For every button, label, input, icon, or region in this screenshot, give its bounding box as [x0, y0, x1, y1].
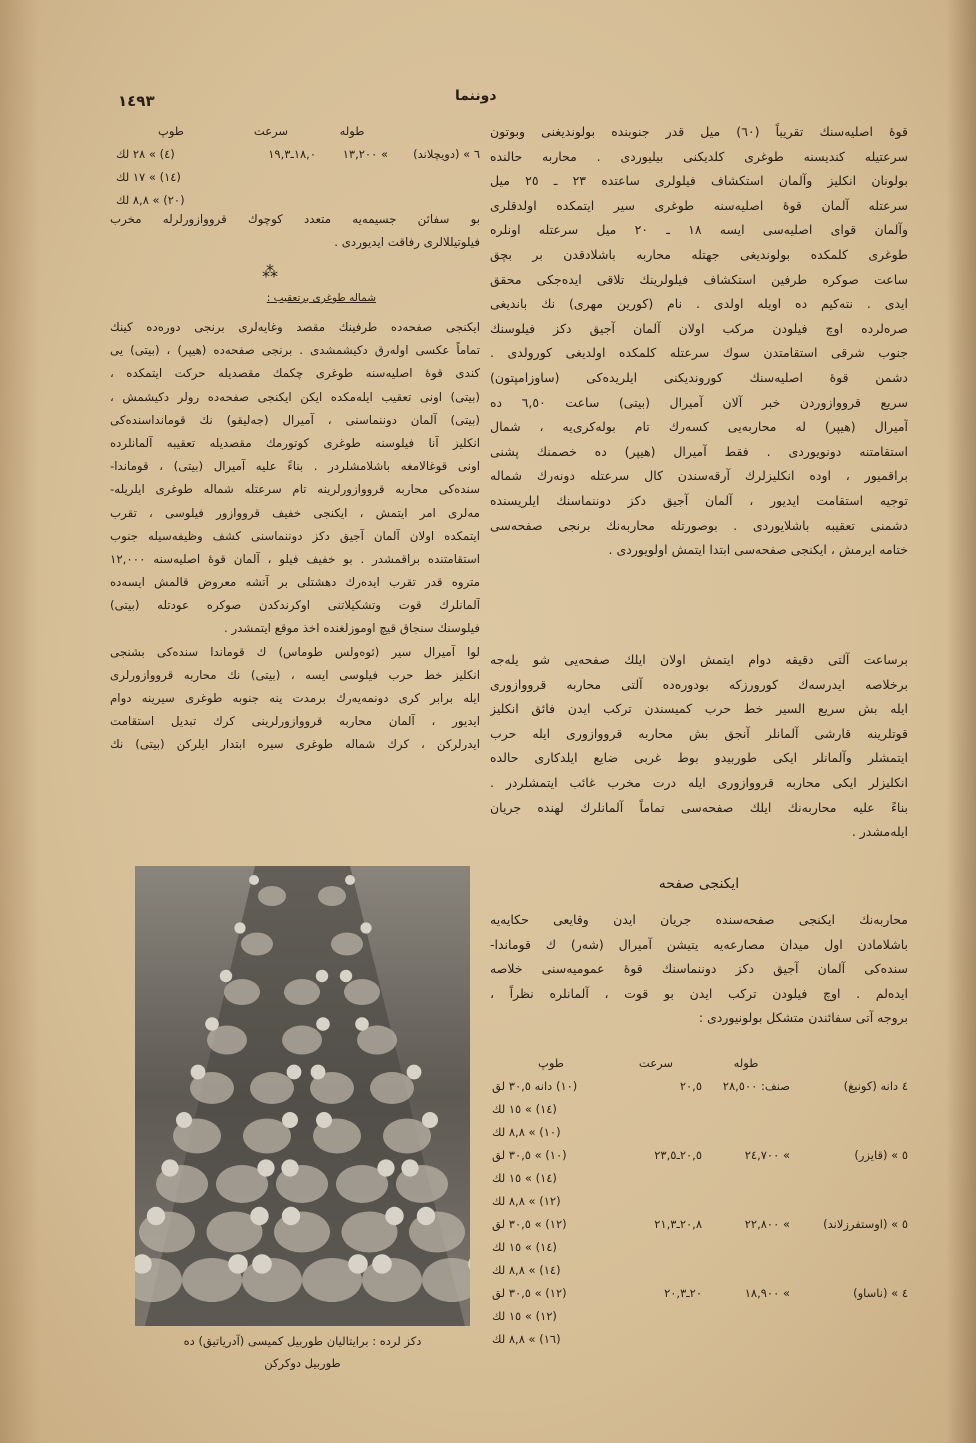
german-fleet-table [490, 1052, 908, 1351]
right-body-text-2 [490, 648, 908, 845]
text-line: محاربه‌نك ایکنجی صفحه‌سنده جریان ایدن وقایعی حکایه‌یه [490, 912, 908, 927]
table-cell-tonnage [702, 1098, 790, 1121]
text-line: قوتلرینه قارشی آلمانلر آنجق بش محاربه قرووازوری ایله حرب [490, 725, 908, 741]
text-line: بولونان انکلیز وآلمان استکشاف فیلولری ساعتده ٢٣ ـ ٢٥ میل [490, 173, 908, 189]
sailor-figure [340, 970, 352, 982]
table-cell-tonnage [702, 1236, 790, 1259]
caption-line: دکز لرده : برایتالیان طوربیل کمیسی (آدریاتیق) ده [183, 1334, 422, 1348]
table-cell-guns: (٤) » ٢٨ لك [116, 147, 175, 161]
torpedo-shape [362, 1258, 422, 1302]
text-line: آلمانلرك قوت وتشکیلاتنی اوکرندکدن صوکره عودتله (بیتی) [110, 598, 480, 613]
text-line: براقمیور ، اوده انکلیزلرك آرقه‌سندن کال سرعتله دونه‌رك شماله [490, 468, 908, 484]
table-cell-guns: (١٤) » ٨,٨ لك [492, 1263, 561, 1277]
table-header-cell: طوله [733, 1056, 759, 1070]
table-row [490, 1259, 908, 1282]
sailor-figure [205, 1017, 219, 1031]
torpedo-shape [250, 1072, 294, 1104]
text-line: صره‌لرده اوچ فیلودن مرکب اولان آلمان آجیق دکز فیلوسنك [490, 320, 908, 336]
text-line: ایدی . نته‌کیم ده اویله اولدی . نام (کورین مهری) نك باندیغی [490, 296, 908, 312]
table-cell-name [790, 1190, 908, 1213]
text-line: ساعت صوکره طرفین استکشاف فیلولرینك تلاقی ایده‌جکی محقق [490, 271, 908, 287]
right-body-text-3 [490, 908, 908, 1031]
table-cell-name [790, 1259, 908, 1282]
left-intro-paragraph [110, 208, 480, 254]
torpedo-shape [344, 979, 380, 1005]
torpedo-shape [224, 979, 260, 1005]
text-line: طوغری کلمکده بولوندیغی جهتله محاربه باشلادقدن بر بچق [490, 246, 908, 262]
page-shadow-right [946, 0, 976, 1443]
table-cell-name: ٥ » (قایزر) [854, 1148, 908, 1162]
sailor-figure [422, 1112, 438, 1128]
table-row [490, 1167, 908, 1190]
photo-caption [130, 1330, 475, 1374]
table-cell-guns: (١٤) » ١٧ لك [116, 170, 181, 184]
table-cell-speed: ٢٠,٥ [679, 1079, 702, 1093]
sailor-figure [377, 1159, 394, 1176]
header-spacer [388, 120, 480, 143]
text-line: دشمن قوهٔ اصلیه‌سنك کوروندیکنی ایلریده‌کی (ساوزامپتون) [490, 369, 908, 385]
sailor-figure [401, 1159, 418, 1176]
torpedo-shape [370, 1072, 414, 1104]
text-line: دشمنی تعقیبه باشلایوردی . بوصورتله محاربه‌نك برنجی صفحه‌سی [490, 517, 908, 533]
sailor-figure [252, 1254, 272, 1274]
text-line: ختامه ایرمش ، ایکنجی صفحه‌سی ابتدا ایتمش اولویوردی . [608, 542, 908, 558]
table-row [490, 1075, 908, 1098]
text-line: قوهٔ اصلیه‌سنك تقریباً (٦٠) میل قدر جنوبنده بولوندیغنی وبوتون [490, 124, 908, 139]
table-cell-tonnage [702, 1167, 790, 1190]
table-cell-speed: ٢٠,٥ـ٢٣,٥ [654, 1148, 702, 1162]
table-header-cell: سرعت [638, 1056, 674, 1070]
table-cell-speed [610, 1167, 702, 1190]
table-row [110, 166, 480, 189]
table-cell-speed [610, 1098, 702, 1121]
table-cell-name: ٦ » (دویچلاند) [413, 147, 480, 161]
text-line: استقامتنده براقمشدر . بو خفیف فیلو ، آلمان قوهٔ اصلیه‌سنه ١٢,٠٠٠ [110, 551, 480, 566]
table-cell-name [790, 1167, 908, 1190]
table-cell-speed [610, 1305, 702, 1328]
table-cell-name: ٥ » (اوستفرزلاند) [823, 1217, 908, 1231]
caption-line: طوربیل دوکرکن [264, 1356, 341, 1370]
text-line: تماماً عکسی اوله‌رق دکیشمشدی . برنجی صفحه‌ده (هیپر) ، (بیتی) یی [110, 343, 480, 358]
table-cell-name [388, 166, 480, 189]
text-line: سنده‌کی محاربه قرووازورلرینه تام سرعتله شماله طوغری ایلریله- [110, 482, 480, 497]
table-cell-name [790, 1328, 908, 1351]
table-cell-speed: ٢٠,٨ـ٢١,٣ [654, 1217, 702, 1231]
table-cell-speed [610, 1236, 702, 1259]
table-row [110, 143, 480, 166]
table-cell-tonnage: » ٢٢,٨٠٠ [744, 1217, 790, 1231]
table-cell-guns: (١٤) » ١٥ لك [492, 1102, 557, 1116]
sailor-figure [355, 1017, 369, 1031]
sailor-figure [249, 875, 259, 885]
table-cell-guns: (١٢) » ٨,٨ لك [492, 1194, 561, 1208]
table-header-cell: طوله [339, 124, 365, 138]
table-row [490, 1328, 908, 1351]
right-body-text-1 [490, 120, 908, 563]
torpedo-shape [241, 933, 273, 956]
table-cell-speed [226, 166, 316, 189]
text-line: برخلاصه ایدرسه‌ك کورورزکه بودوره‌ده آلتی محاربه قرووازوری [490, 676, 908, 692]
text-line: ایله برابر کری دونمه‌یه‌رك برمدت ینه جنوبه طوغری سیرینه دوام [110, 691, 480, 705]
table-row [490, 1144, 908, 1167]
torpedo-shape [242, 1258, 302, 1302]
sailor-figure [257, 1159, 274, 1176]
section-heading-second-phase: ایکنجی صفحه [658, 876, 740, 892]
sailor-figure [385, 1207, 403, 1225]
left-body-text [110, 316, 480, 757]
sailor-figure [282, 1112, 298, 1128]
text-line: ایدیور ، آلمان محاربه قرووازورلرینی کرك تبدیل استقامت [110, 714, 480, 729]
torpedo-shape [331, 933, 363, 956]
text-line: سنده‌کی آلمان آجیق دکز دوننماسنك قوهٔ عمومیه‌سنی خلاصه [490, 961, 908, 977]
table-cell-guns: (١٤) » ١٥ لك [492, 1240, 557, 1254]
table-cell-speed: ٢٠ـ٢٠,٣ [664, 1286, 702, 1300]
text-line: لوا آمیرال سیر (ئوه‌ولس طوماس) ك قوماندا سنده‌کی بشنجی [110, 644, 480, 659]
text-line: متروه قدر تقرب ایده‌رك دهشتلی بر آتشه معروض قالمش ایسه‌ده [110, 575, 480, 590]
table-cell-speed [610, 1121, 702, 1144]
text-line: بناءً علیه محاربه‌نك ایلك صفحه‌سی تماماً آلمانلرك لهنده جریان [490, 799, 908, 815]
header-spacer [790, 1052, 908, 1075]
table-row [490, 1305, 908, 1328]
table-cell-guns: (١٢) » ٣٠,٥ لق [492, 1286, 567, 1300]
table-cell-tonnage [702, 1328, 790, 1351]
text-line: انکلیز خط حرب فیلوسی ایسه ، (بیتی) نك محاربه قرووازورلری [110, 667, 480, 682]
table-cell-guns: (١٦) » ٨,٨ لك [492, 1332, 561, 1346]
page-number: ١٤٩٣ [118, 92, 155, 110]
table-cell-name [790, 1236, 908, 1259]
text-line: فیلوتیللالری رفاقت ایدیوردی . [334, 235, 480, 250]
table-cell-guns: (١٠) » ٣٠,٥ لق [492, 1148, 567, 1162]
table-cell-speed [610, 1328, 702, 1351]
table-cell-name: ٤ » (ناساو) [853, 1286, 908, 1300]
table-cell-tonnage [702, 1190, 790, 1213]
table-cell-tonnage: » ٢٤,٧٠٠ [744, 1148, 790, 1162]
table-cell-speed [610, 1259, 702, 1282]
table-header-cell: طوپ [538, 1056, 564, 1070]
table-row [490, 1236, 908, 1259]
sailor-figure [360, 922, 371, 933]
torpedo-shape [258, 886, 286, 906]
sailor-figure [311, 1065, 326, 1080]
table-row [490, 1121, 908, 1144]
table-header-cell: سرعت [253, 124, 289, 138]
table-cell-speed [610, 1190, 702, 1213]
sailor-figure [407, 1065, 422, 1080]
table-row [490, 1213, 908, 1236]
table-row [490, 1190, 908, 1213]
sailor-figure [287, 1065, 302, 1080]
sailor-figure [176, 1112, 192, 1128]
table-cell-tonnage: » ١٨,٩٠٠ [744, 1286, 790, 1300]
text-line: ایدرلرکن ، کرك شماله طوغری سیره ابتدار ایلرکن (بیتی) نك [110, 737, 480, 752]
text-line: وآلمان قوای اصلیه‌سی ایسه ١٨ ـ ٢٠ میل سرعتله اونلره [490, 222, 908, 238]
table-header-row [110, 120, 480, 143]
text-line: سریع قرووازوردن خبر آلان آمیرال (بیتی) ساعت ٦,٥٠ ده [490, 394, 908, 410]
sailor-figure [372, 1254, 392, 1274]
table-cell-guns: (١٢) » ٣٠,٥ لق [492, 1217, 567, 1231]
text-line: اونی قوغالامغه باشلامشلردر . بناءً علیه آمیرال (بیتی) ، قوماندا- [110, 459, 480, 474]
table-cell-guns: (١٢) » ١٥ لك [492, 1309, 557, 1323]
text-line: ایتمشلر وآلمانلر ایکی طوربیدو بوط غربی ضایع ایلدکاری حالده [490, 750, 908, 766]
text-line: کندی قوهٔ اصلیه‌سنه طوغری چکمك مقصدیله حرکت ایتمکده ، [110, 366, 480, 381]
sailor-figure [234, 922, 245, 933]
text-line: جنوب شرقی استقامتدن سوك سرعتله کلمکده اولدیغی کورولدی . [490, 345, 908, 361]
table-cell-tonnage [702, 1305, 790, 1328]
sailor-figure [316, 970, 328, 982]
text-line: ایتمکده اولان آلمان آجیق دکز دوننماسنی کشف وظیفه‌سیله جنوب [110, 528, 480, 543]
table-row [490, 1098, 908, 1121]
sailor-figure [345, 875, 355, 885]
text-line: آمیرال (هیپر) له محاربه‌یی کسه‌رك تام بوله‌کری‌یه ، شمال [490, 419, 908, 435]
table-cell-name [790, 1098, 908, 1121]
table-cell-name [790, 1121, 908, 1144]
table-cell-name [790, 1305, 908, 1328]
sailor-figure [191, 1065, 206, 1080]
sailor-figure [316, 1112, 332, 1128]
table-header-cell: طوپ [158, 124, 184, 138]
text-line: (بیتی) اونی تعقیب ایله‌مکده ایکن ایکنجی صفحه‌ده رولر دکیشمش ، [110, 389, 480, 404]
page-shadow-left [0, 0, 40, 1443]
table-cell-guns: (١٠) » ٨,٨ لك [492, 1125, 561, 1139]
sailor-figure [282, 1207, 300, 1225]
text-line: (بیتی) آلمان دوننماسنی ، آمیرال (جه‌لیقو) نك قومانداسنده‌کی [110, 412, 480, 427]
table-cell-guns: (١٤) » ١٥ لك [492, 1171, 557, 1185]
torpedo-boat-photo [135, 866, 470, 1326]
text-line: انکلیز آنا فیلوسنه طوغری کوتورمك مقصدیله تعقیبه آلمانلرده [110, 435, 480, 450]
left-subheading: شماله طوغری برتعقیب : [266, 292, 376, 304]
table-cell-speed: ١٨,٠ـ١٩,٣ [268, 147, 316, 161]
text-line: ایله‌مشدر . [851, 824, 908, 840]
text-line: انکلیزلر ایکی محاربه قرووازوری ایله درت مخرب غائب ایتمشلردر . [490, 774, 908, 790]
text-line: توجیه استقامت ایدیور ، آلمان آجیق دکز دوننماسنك ایلریسنده [490, 492, 908, 508]
journal-title: دوننما [455, 88, 497, 104]
text-line: ایده‌لم . اوچ فیلودن ترکب ایدن بو قوت ، آلمانلره نظراً ، [490, 985, 908, 1001]
text-line: باشلامادن اول میدان مصارعه‌یه یتیشن آمیرال (شه‌ر) ك قوماندا- [490, 936, 908, 952]
asterism-divider: ⁂ [262, 262, 278, 281]
table-cell-tonnage: صنف: ٢٨,٥٠٠ [722, 1079, 790, 1093]
text-line: ایکنجی صفحه‌ده طرفینك مقصد وغایه‌لری برنجی دوره‌ده کینك [110, 320, 480, 334]
table-cell-guns: (١٠) دانه ٣٠,٥ لق [492, 1079, 578, 1093]
table-cell-name: ٤ دانه (کونیغ) [843, 1079, 908, 1093]
left-ship-table [110, 120, 480, 212]
text-line: سرعتله آلمان قوهٔ اصلیه‌سنه طوغری سیر ایتمکده اولدقلری [490, 197, 908, 213]
text-line: برساعت آلتی دقیقه دوام ایتمش اولان ایلك صفحه‌یی شو یله‌جه [490, 652, 908, 667]
table-row [490, 1282, 908, 1305]
sailor-figure [250, 1207, 268, 1225]
sailor-figure [161, 1159, 178, 1176]
text-line: بو سفائن جسیمه‌یه متعدد کوچوك قرووازورلرله مخرب [110, 212, 480, 226]
sailor-figure [147, 1207, 165, 1225]
text-line: فیلوسنك سنجاق قیچ اوموزلغنده اخذ موقع ایتمشدر . [224, 621, 480, 636]
torpedo-shape [282, 1026, 322, 1055]
sailor-figure [316, 1017, 330, 1031]
sailor-figure [417, 1207, 435, 1225]
torpedo-shape [318, 886, 346, 906]
table-cell-tonnage: » ١٣,٢٠٠ [342, 147, 388, 161]
text-line: مه‌لری امر ایتمش ، ایکنجی خفیف قرووازور فیلوسی ، تقرب [110, 505, 480, 520]
sailor-figure [220, 970, 232, 982]
text-line: سرعتیله کندیسنه طوغری کلدیکنی بیلیوردی . محاربه حالنده [490, 148, 908, 164]
sailor-figure [281, 1159, 298, 1176]
text-line: بروجه آتی سفائندن متشکل بولونیوردی : [698, 1010, 908, 1026]
torpedo-shape [284, 979, 320, 1005]
table-cell-tonnage [316, 166, 388, 189]
table-cell-tonnage [702, 1121, 790, 1144]
text-line: استقامتنه دونویوردی . فقط آمیرال (هیپر) ده خصمنك پشنی [490, 443, 908, 459]
table-header-row [490, 1052, 908, 1075]
text-line: ایله بش سریع السیر خط حرب کمیسندن ترکب ایدن فائق انکلیز [490, 701, 908, 717]
table-cell-guns: (٢٠) » ٨,٨ لك [116, 193, 185, 207]
table-cell-tonnage [702, 1259, 790, 1282]
